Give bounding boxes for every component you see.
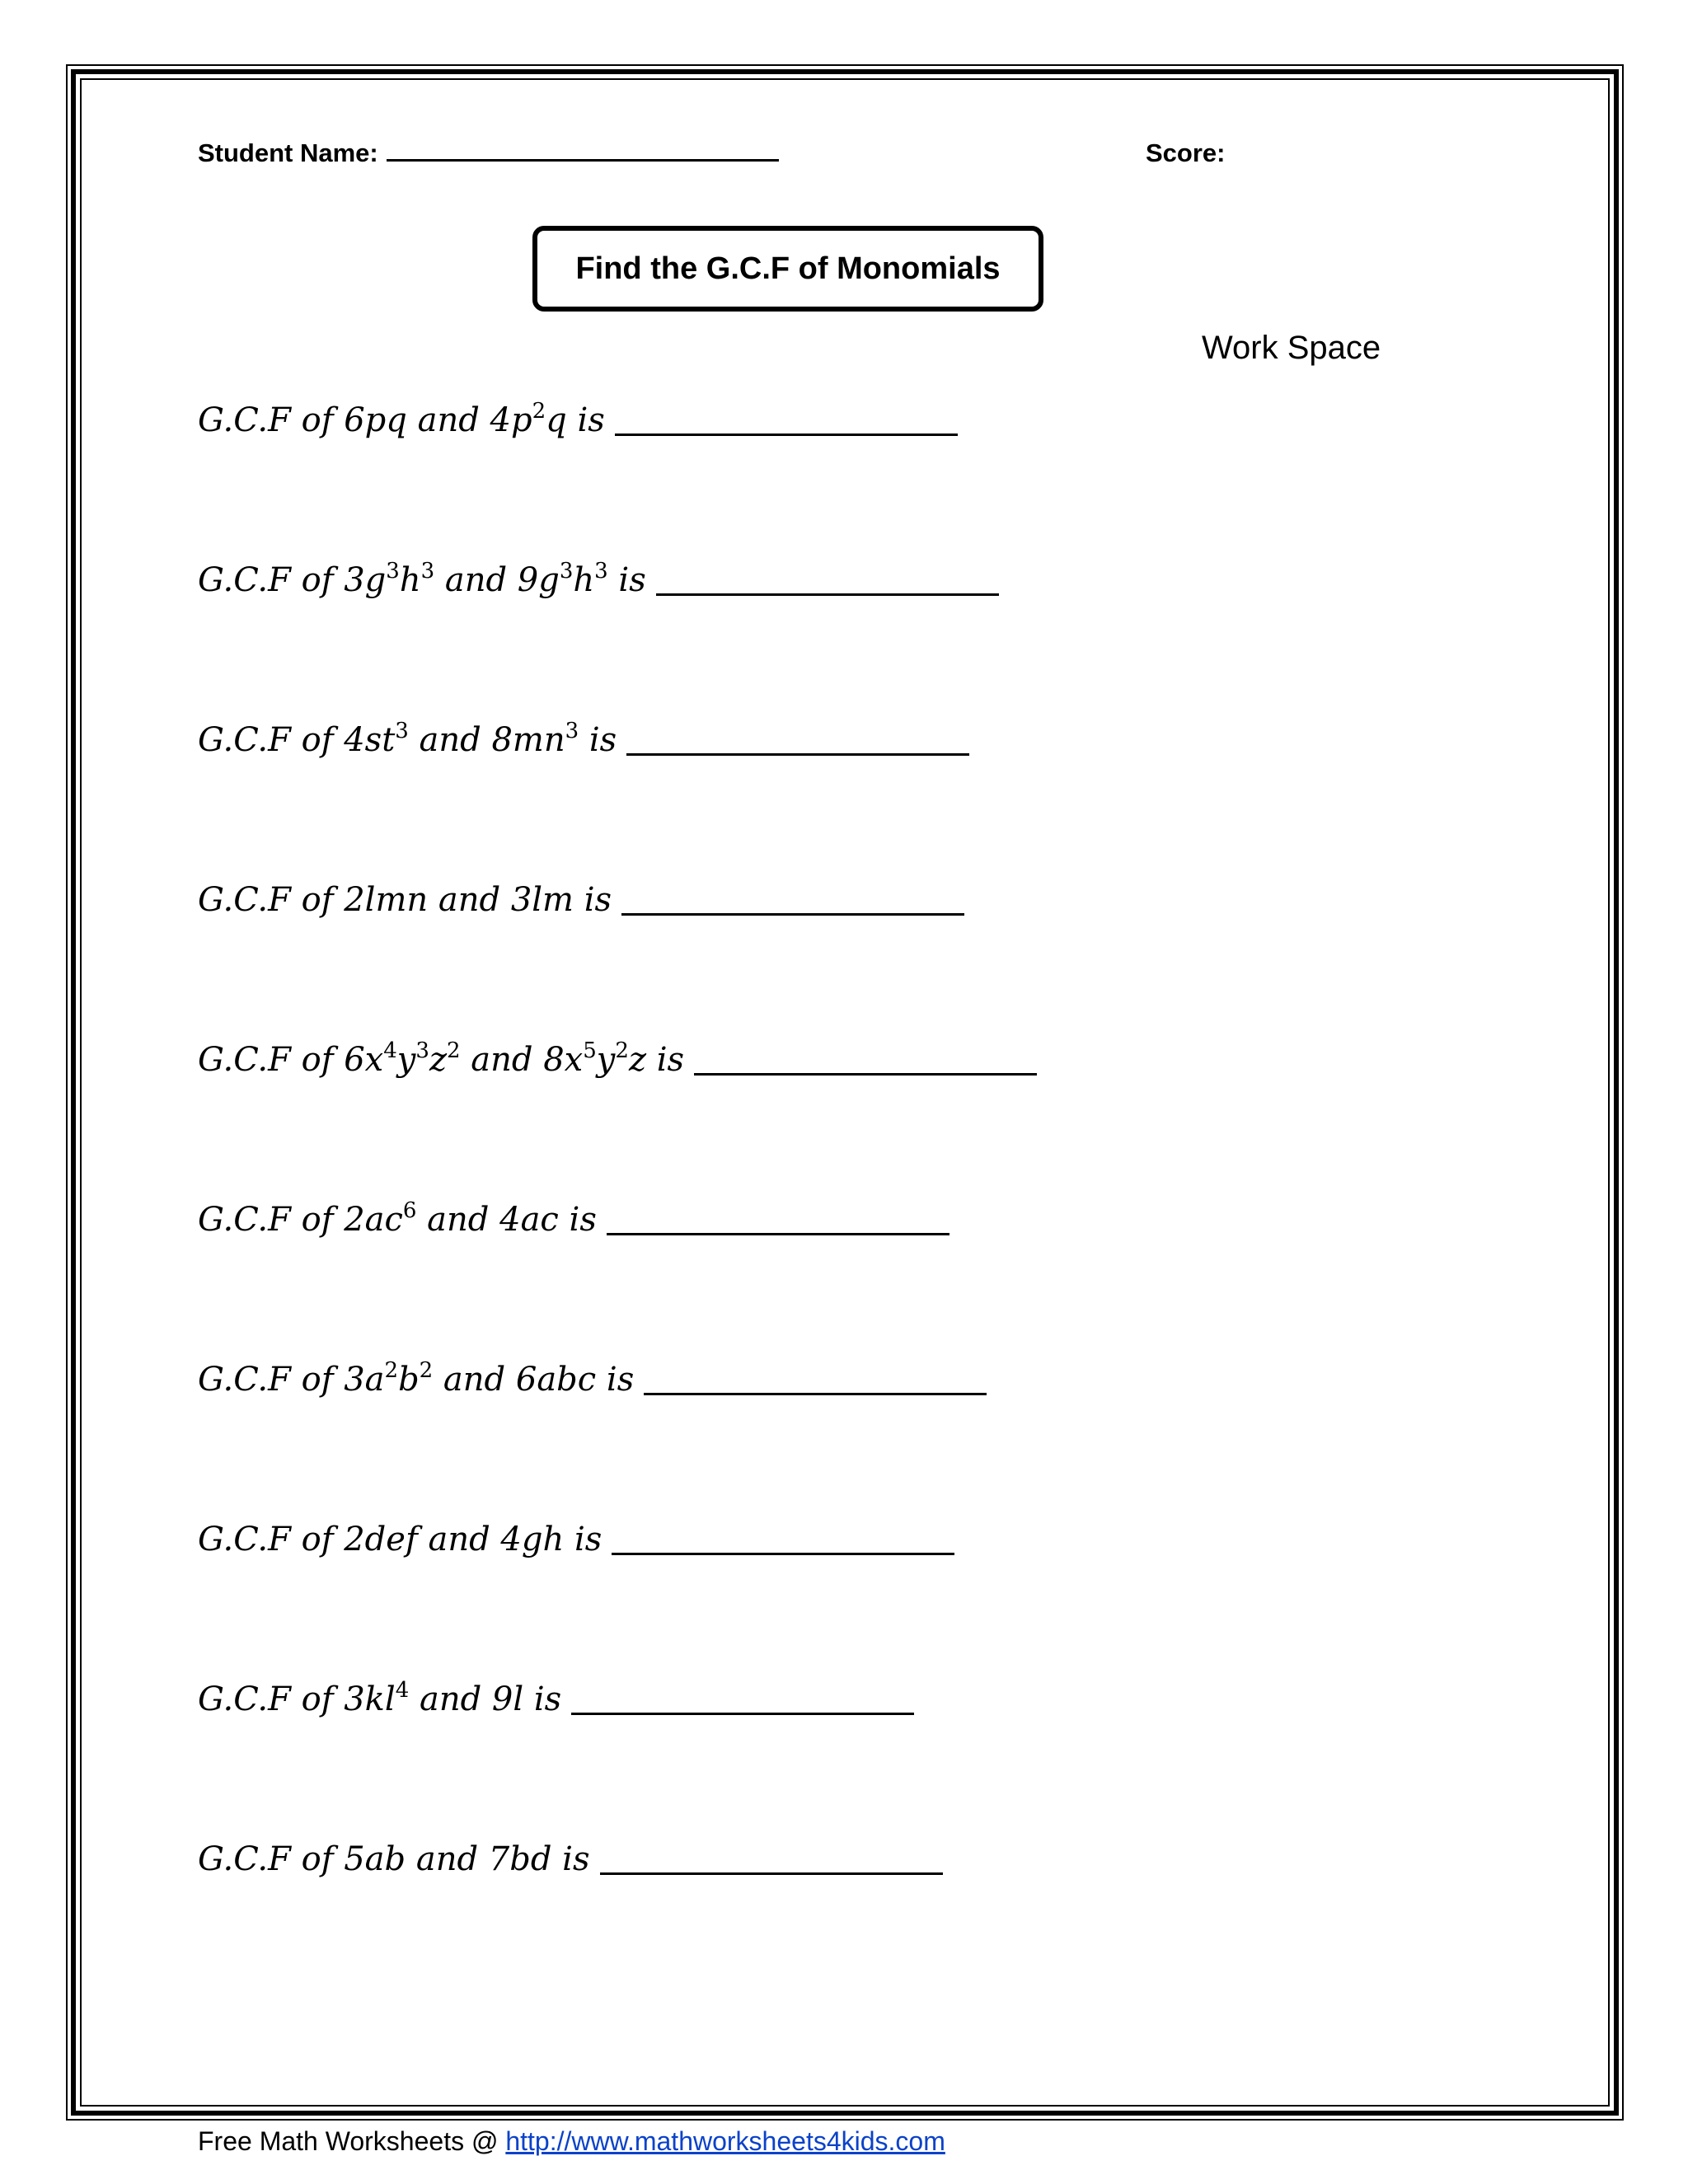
problem-prefix: G.C.F of [198,1521,345,1558]
problem-text: is [573,881,612,919]
answer-blank[interactable] [600,1872,943,1875]
problem-text: 3kl [344,1680,396,1718]
exponent: 3 [386,559,400,583]
problem-prefix: G.C.F of [198,1041,345,1079]
answer-blank[interactable] [612,1553,954,1555]
problem-text: and [460,1041,544,1079]
problem-text: 3g [344,561,387,599]
footer-link[interactable]: http://www.mathworksheets4kids.com [505,2126,945,2156]
exponent: 3 [415,1038,429,1063]
problem-item [198,1355,1037,1515]
problem-text: and [434,561,518,599]
problem-text: 4ac [499,1201,559,1239]
problem-item [198,875,1037,1035]
problem-text: h [399,561,421,599]
problem-text: 4p [490,401,532,439]
problem-item [198,1515,1037,1675]
problem-text: 3a [344,1361,385,1399]
problem-prefix: G.C.F of [198,1361,345,1399]
footer [198,2126,945,2157]
problem-text: 8x [543,1041,584,1079]
problem-text: 4st [344,721,396,759]
exponent: 4 [383,1038,397,1063]
problem-text: 5ab [344,1840,406,1878]
problem-item [198,396,1037,555]
student-name-label: Student Name: [198,138,378,167]
problem-prefix: G.C.F of [198,721,345,759]
exponent: 2 [384,1358,399,1383]
problem-text: 6abc [515,1361,597,1399]
problem-item [198,1675,1037,1835]
worksheet-title [532,226,1043,312]
problem-text: y [596,1041,616,1079]
exponent: 2 [419,1358,434,1383]
problem-list [198,396,1037,1994]
problem-text: 7bd [488,1840,552,1878]
exponent: 3 [594,559,608,583]
exponent: 5 [583,1038,597,1063]
problem-item [198,715,1037,875]
exponent: 6 [402,1198,417,1223]
problem-text: and [406,1840,489,1878]
exponent: 2 [532,399,546,424]
problem-prefix: G.C.F of [198,1680,345,1718]
exponent: 3 [565,719,579,743]
footer-text: Free Math Worksheets @ [198,2126,506,2156]
answer-blank[interactable] [626,753,969,756]
worksheet-title-text: Find the G.C.F of Monomials [575,251,1001,286]
problem-text: 4gh [500,1521,565,1558]
answer-blank[interactable] [615,434,958,436]
student-name-field [198,138,779,168]
problem-text: is [596,1361,635,1399]
problem-text: q [546,401,567,439]
problem-text: 3lm [510,881,574,919]
problem-prefix: G.C.F of [198,881,345,919]
student-name-blank[interactable] [387,139,779,162]
problem-text: y [396,1041,416,1079]
problem-text: 2def [344,1521,418,1558]
problem-text: and [409,1680,492,1718]
problem-text: and [416,1201,500,1239]
problem-text: is [646,1041,685,1079]
problem-text: 6x [344,1041,384,1079]
problem-item [198,555,1037,715]
problem-text: is [579,721,617,759]
exponent: 2 [615,1038,629,1063]
answer-blank[interactable] [694,1073,1037,1076]
problem-text: 9l [491,1680,524,1718]
problem-text: z [429,1041,448,1079]
problem-item [198,1835,1037,1994]
problem-text: 6pq [344,401,407,439]
score-label: Score: [1146,138,1226,167]
problem-text: 2lmn [344,881,429,919]
answer-blank[interactable] [571,1713,914,1715]
problem-text: 2ac [344,1201,403,1239]
problem-item [198,1035,1037,1195]
problem-text: 8mn [491,721,565,759]
problem-text: is [564,1521,603,1558]
answer-blank[interactable] [656,593,999,596]
problem-text: and [408,721,492,759]
problem-prefix: G.C.F of [198,561,345,599]
problem-text: b [398,1361,420,1399]
problem-text: is [551,1840,590,1878]
problem-text: z [628,1041,647,1079]
problem-prefix: G.C.F of [198,1201,345,1239]
problem-text: and [406,401,490,439]
answer-blank[interactable] [607,1233,950,1235]
problem-text: is [607,561,646,599]
problem-text: is [566,401,605,439]
problem-text: is [558,1201,597,1239]
problem-text: and [433,1361,516,1399]
problem-item [198,1195,1037,1355]
answer-blank[interactable] [644,1393,987,1395]
exponent: 2 [447,1038,461,1063]
exponent: 3 [420,559,435,583]
problem-text: and [428,881,511,919]
exponent: 3 [559,559,574,583]
problem-text: h [573,561,595,599]
problem-prefix: G.C.F of [198,401,345,439]
problem-text: 9g [517,561,560,599]
exponent: 3 [395,719,409,743]
work-space-label: Work Space [1202,330,1381,366]
exponent: 4 [395,1678,410,1703]
answer-blank[interactable] [621,913,964,916]
problem-text: and [417,1521,501,1558]
problem-prefix: G.C.F of [198,1840,345,1878]
problem-text: is [523,1680,562,1718]
